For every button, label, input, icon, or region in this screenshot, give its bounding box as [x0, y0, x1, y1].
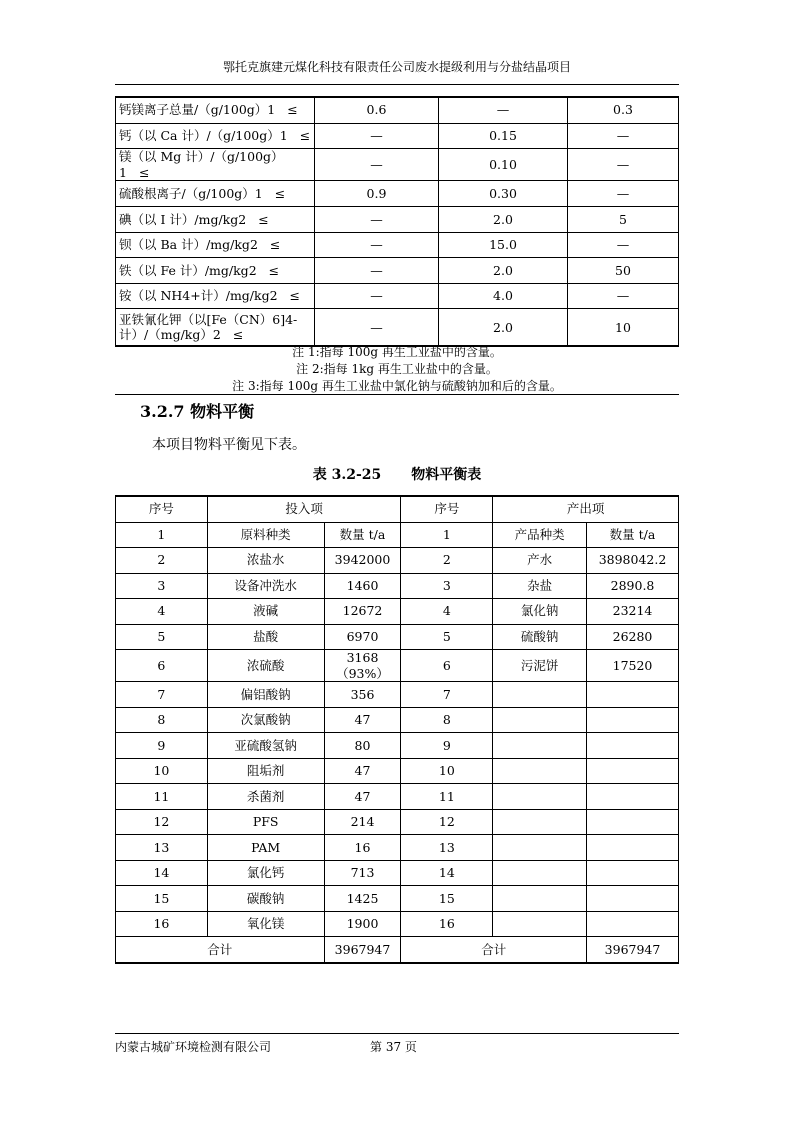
spec-item-operator: ≤: [299, 128, 311, 144]
row-input-material: 碳酸钠: [207, 886, 324, 912]
row-output-quantity: [587, 860, 679, 886]
total-output-quantity: 3967947: [587, 937, 679, 963]
spec-value-col1: —: [315, 123, 439, 149]
row-seq-in: 5: [116, 624, 208, 650]
row-output-quantity: [587, 707, 679, 733]
header-output: 产出项: [493, 496, 679, 522]
spec-value-col2: 15.0: [439, 232, 568, 258]
spec-item-name: 亚铁氰化钾（以[Fe（CN）6]4-计）/（mg/kg）2: [119, 311, 298, 343]
spec-item-label: [116, 232, 315, 258]
row-seq-in: 14: [116, 860, 208, 886]
table-row: [116, 886, 679, 912]
row-output-quantity: [587, 733, 679, 759]
table-row: [116, 835, 679, 861]
spec-item-label: [116, 309, 315, 347]
table-row: [116, 650, 679, 682]
spec-item-operator: ≤: [274, 185, 286, 201]
section-heading: [140, 399, 254, 422]
spec-value-col3: —: [568, 149, 679, 181]
spec-value-col1: 0.6: [315, 97, 439, 123]
row-seq-out: 6: [401, 650, 493, 682]
spec-item-label: [116, 97, 315, 123]
header-divider: [115, 84, 679, 85]
spec-value-col1: —: [315, 232, 439, 258]
row-seq-in: 15: [116, 886, 208, 912]
section-title: 物料平衡: [190, 402, 255, 421]
row-input-material: 液碱: [207, 599, 324, 625]
spec-item-label: [116, 149, 315, 181]
spec-item-name: 铵（以 NH4+计）/mg/kg2: [119, 288, 278, 304]
table-row: [116, 733, 679, 759]
row-seq-out: 9: [401, 733, 493, 759]
header-seq-out: 序号: [401, 496, 493, 522]
row-seq-out: 3: [401, 573, 493, 599]
row-seq-out: 11: [401, 784, 493, 810]
spec-item-operator: ≤: [138, 164, 150, 180]
spec-item-name: 钡（以 Ba 计）/mg/kg2: [119, 237, 258, 253]
spec-table: [115, 96, 679, 347]
spec-item-name: 铁（以 Fe 计）/mg/kg2: [119, 262, 257, 278]
row-input-material: 次氯酸钠: [207, 707, 324, 733]
spec-row: [116, 207, 679, 233]
spec-item-name: 镁（以 Mg 计）/（g/100g）1: [119, 149, 284, 180]
row-input-quantity: 214: [324, 809, 401, 835]
table-row: [116, 682, 679, 708]
spec-item-name: 硫酸根离子/（g/100g）1: [119, 185, 263, 201]
table-row: [116, 809, 679, 835]
table-row: [116, 707, 679, 733]
row-output-product: 硫酸钠: [493, 624, 587, 650]
row-seq-in: 12: [116, 809, 208, 835]
spec-value-col2: 2.0: [439, 309, 568, 347]
row-input-quantity: 80: [324, 733, 401, 759]
spec-value-col3: 10: [568, 309, 679, 347]
spec-item-label: [116, 123, 315, 149]
row-output-quantity: [587, 682, 679, 708]
spec-row: [116, 258, 679, 284]
table-row: [116, 624, 679, 650]
spec-value-col3: 50: [568, 258, 679, 284]
spec-value-col1: —: [315, 283, 439, 309]
row-output-quantity: [587, 911, 679, 937]
row-output-quantity: [587, 784, 679, 810]
spec-item-label: [116, 207, 315, 233]
table-row: [116, 599, 679, 625]
spec-value-col2: 2.0: [439, 207, 568, 233]
total-label-in: 合计: [116, 937, 325, 963]
row-seq-out: 15: [401, 886, 493, 912]
row-seq-in: 6: [116, 650, 208, 682]
sub-product-type: 产品种类: [493, 522, 587, 548]
row-input-quantity: 713: [324, 860, 401, 886]
spec-item-operator: ≤: [289, 288, 301, 304]
row-output-product: [493, 733, 587, 759]
row-input-quantity: 47: [324, 784, 401, 810]
row-seq-in: 2: [116, 548, 208, 574]
row-seq-out: 12: [401, 809, 493, 835]
table-row: [116, 548, 679, 574]
table-subheader-row: [116, 522, 679, 548]
row-seq-out: 10: [401, 758, 493, 784]
row-input-quantity: 6970: [324, 624, 401, 650]
spec-value-col2: 0.30: [439, 181, 568, 207]
row-seq-in: 11: [116, 784, 208, 810]
row-input-material: 设备冲洗水: [207, 573, 324, 599]
spec-item-operator: ≤: [268, 262, 280, 278]
spec-value-col1: —: [315, 207, 439, 233]
row-input-material: 盐酸: [207, 624, 324, 650]
row-output-product: 产水: [493, 548, 587, 574]
row-input-material: 浓盐水: [207, 548, 324, 574]
row-seq-out: 7: [401, 682, 493, 708]
table-row: [116, 784, 679, 810]
table-row: [116, 860, 679, 886]
row-output-product: [493, 784, 587, 810]
row-input-material: 氯化钙: [207, 860, 324, 886]
row-seq-out: 4: [401, 599, 493, 625]
sub-material-type: 原料种类: [207, 522, 324, 548]
row-output-product: [493, 809, 587, 835]
row-seq-in: 16: [116, 911, 208, 937]
row-seq-in: 3: [116, 573, 208, 599]
spec-value-col1: —: [315, 258, 439, 284]
spec-item-operator: ≤: [232, 327, 244, 343]
row-seq-out: 8: [401, 707, 493, 733]
spec-value-col2: 2.0: [439, 258, 568, 284]
spec-value-col1: —: [315, 309, 439, 347]
sub-seq-in: 1: [116, 522, 208, 548]
row-seq-in: 9: [116, 733, 208, 759]
material-balance-table: [115, 495, 679, 964]
spec-row: [116, 232, 679, 258]
header-seq-in: 序号: [116, 496, 208, 522]
spec-value-col3: —: [568, 181, 679, 207]
sub-seq-out: 1: [401, 522, 493, 548]
row-seq-in: 4: [116, 599, 208, 625]
running-header: 鄂托克旗建元煤化科技有限责任公司废水提级利用与分盐结晶项目: [222, 60, 571, 74]
spec-item-label: [116, 181, 315, 207]
row-input-material: 氧化镁: [207, 911, 324, 937]
spec-row: [116, 309, 679, 347]
row-input-quantity: 47: [324, 707, 401, 733]
total-input-quantity: 3967947: [324, 937, 401, 963]
row-input-quantity: 3942000: [324, 548, 401, 574]
spec-value-col2: 0.10: [439, 149, 568, 181]
table-total-row: [116, 937, 679, 963]
spec-item-label: [116, 283, 315, 309]
footer-page-number: 第 37 页: [370, 1040, 417, 1054]
spec-item-name: 钙（以 Ca 计）/（g/100g）1: [119, 128, 288, 144]
row-output-quantity: [587, 758, 679, 784]
row-output-product: [493, 911, 587, 937]
row-input-quantity: 1460: [324, 573, 401, 599]
note-1: 注 1:指每 100g 再生工业盐中的含量。: [292, 345, 502, 359]
row-output-quantity: [587, 835, 679, 861]
sub-quantity-in: 数量 t/a: [324, 522, 401, 548]
row-seq-out: 13: [401, 835, 493, 861]
row-input-quantity: 1425: [324, 886, 401, 912]
section-number: 3.2.7: [140, 402, 185, 421]
spec-value-col2: —: [439, 97, 568, 123]
row-output-quantity: [587, 809, 679, 835]
row-input-quantity: 12672: [324, 599, 401, 625]
spec-value-col3: —: [568, 123, 679, 149]
table-caption: [115, 464, 679, 484]
spec-value-col3: 0.3: [568, 97, 679, 123]
row-input-material: 杀菌剂: [207, 784, 324, 810]
row-input-material: 浓硫酸: [207, 650, 324, 682]
row-input-material: 阻垢剂: [207, 758, 324, 784]
spec-value-col3: —: [568, 283, 679, 309]
spec-row: [116, 123, 679, 149]
spec-item-operator: ≤: [258, 211, 269, 227]
spec-value-col2: 0.15: [439, 123, 568, 149]
row-seq-in: 10: [116, 758, 208, 784]
table-row: [116, 573, 679, 599]
spec-value-col3: 5: [568, 207, 679, 233]
sub-quantity-out: 数量 t/a: [587, 522, 679, 548]
row-output-quantity: 26280: [587, 624, 679, 650]
spec-row: [116, 283, 679, 309]
notes-divider: [115, 394, 679, 395]
row-output-product: 污泥饼: [493, 650, 587, 682]
row-input-material: PAM: [207, 835, 324, 861]
row-output-quantity: [587, 886, 679, 912]
table-row: [116, 758, 679, 784]
row-input-quantity: 16: [324, 835, 401, 861]
row-input-quantity: 356: [324, 682, 401, 708]
table-header-row: [116, 496, 679, 522]
body-paragraph: 本项目物料平衡见下表。: [152, 437, 306, 453]
row-output-product: 杂盐: [493, 573, 587, 599]
spec-value-col1: 0.9: [315, 181, 439, 207]
spec-row: [116, 181, 679, 207]
row-input-material: PFS: [207, 809, 324, 835]
row-output-product: [493, 835, 587, 861]
spec-item-name: 钙镁离子总量/（g/100g）1: [119, 102, 276, 118]
row-output-quantity: 3898042.2: [587, 548, 679, 574]
row-seq-out: 5: [401, 624, 493, 650]
row-input-quantity: 1900: [324, 911, 401, 937]
spec-value-col1: —: [315, 149, 439, 181]
row-seq-out: 2: [401, 548, 493, 574]
row-seq-out: 16: [401, 911, 493, 937]
row-input-material: 偏铝酸钠: [207, 682, 324, 708]
row-output-quantity: 23214: [587, 599, 679, 625]
spec-row: [116, 149, 679, 181]
row-input-quantity: 47: [324, 758, 401, 784]
spec-value-col3: —: [568, 232, 679, 258]
row-output-product: [493, 886, 587, 912]
table-row: [116, 911, 679, 937]
spec-value-col2: 4.0: [439, 283, 568, 309]
row-seq-in: 8: [116, 707, 208, 733]
total-label-out: 合计: [401, 937, 587, 963]
row-seq-in: 7: [116, 682, 208, 708]
note-3: 注 3:指每 100g 再生工业盐中氯化钠与硫酸钠加和后的含量。: [232, 379, 562, 393]
header-input: 投入项: [207, 496, 401, 522]
footer-divider: [115, 1033, 679, 1034]
row-output-product: 氯化钠: [493, 599, 587, 625]
footer-company: 内蒙古城矿环境检测有限公司: [115, 1040, 272, 1054]
spec-item-operator: ≤: [269, 237, 281, 253]
row-input-quantity: 3168（93%）: [324, 650, 401, 682]
note-2: 注 2:指每 1kg 再生工业盐中的含量。: [296, 362, 498, 376]
caption-number: 表 3.2-25: [312, 467, 382, 483]
spec-item-label: [116, 258, 315, 284]
row-seq-in: 13: [116, 835, 208, 861]
spec-item-operator: ≤: [287, 102, 298, 118]
row-input-material: 亚硫酸氢钠: [207, 733, 324, 759]
row-output-product: [493, 707, 587, 733]
row-output-quantity: 2890.8: [587, 573, 679, 599]
row-output-quantity: 17520: [587, 650, 679, 682]
row-output-product: [493, 860, 587, 886]
spec-row: [116, 97, 679, 123]
row-output-product: [493, 682, 587, 708]
caption-title: 物料平衡表: [411, 467, 482, 483]
row-output-product: [493, 758, 587, 784]
row-seq-out: 14: [401, 860, 493, 886]
spec-item-name: 碘（以 I 计）/mg/kg2: [119, 211, 247, 227]
